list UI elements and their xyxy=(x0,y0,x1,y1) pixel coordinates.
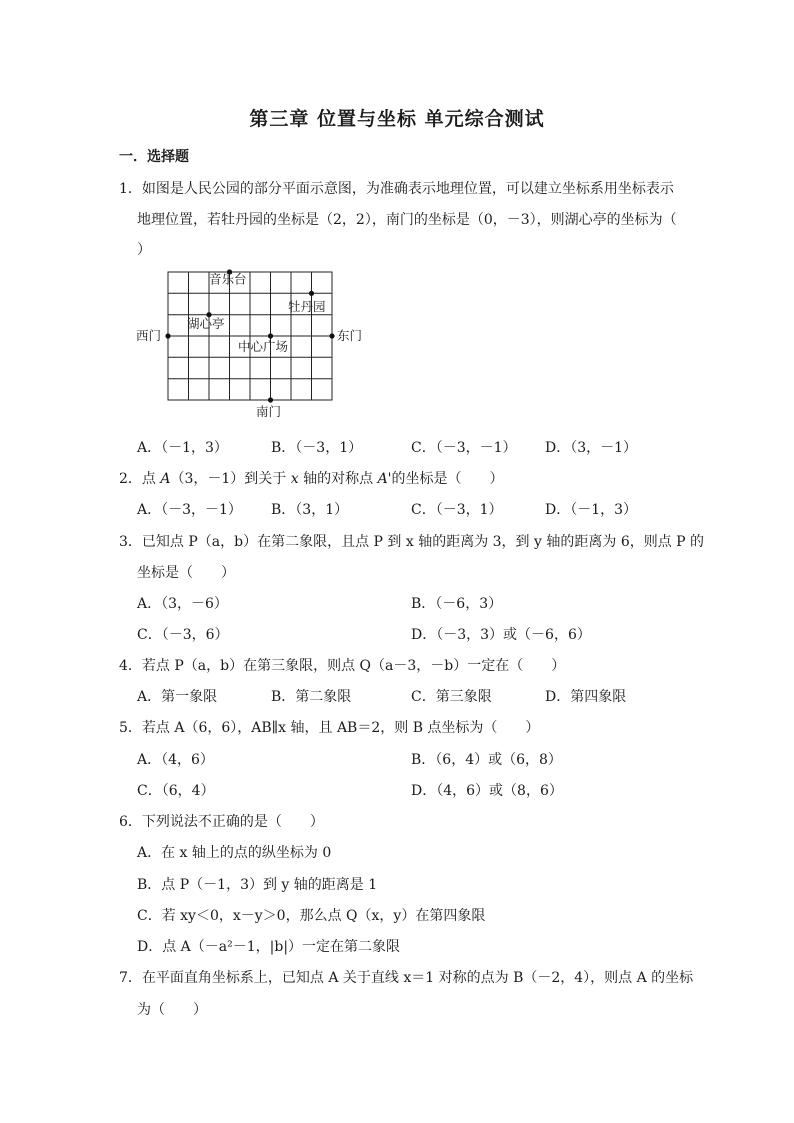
question-3-option-d: D．（－3，3）或（－6，6） xyxy=(411,627,591,643)
question-1-line-1: 1．如图是人民公园的部分平面示意图，为准确表示地理位置，可以建立坐标系用坐标表示 xyxy=(119,181,674,197)
question-4-stem: 4．若点 P（a，b）在第三象限，则点 Q（a－3，－b）一定在（ ） xyxy=(119,658,566,674)
question-4-option-c: C．第三象限 xyxy=(411,689,492,705)
question-1-option-b: B．（－3，1） xyxy=(271,440,363,456)
question-5-option-d: D．（4，6）或（8，6） xyxy=(411,783,563,799)
lake-pavilion-label: 湖心亭 xyxy=(187,316,225,331)
question-5-option-b: B．（6，4）或（6，8） xyxy=(411,752,562,768)
question-2-option-c: C．（－3，1） xyxy=(411,502,503,518)
park-map-figure xyxy=(135,264,375,424)
question-6-option-d: D．点 A（－a²－1，|b|）一定在第二象限 xyxy=(137,939,401,955)
question-7-line-1: 7．在平面直角坐标系上，已知点 A 关于直线 x＝1 对称的点为 B（－2，4），则点 A 的坐标 xyxy=(119,970,694,986)
peony-garden-label: 牡丹园 xyxy=(288,299,326,314)
question-4-option-d: D．第四象限 xyxy=(545,689,627,705)
west-gate-label: 西门 xyxy=(136,328,162,343)
question-6-option-b: B．点 P（－1，3）到 y 轴的距离是 1 xyxy=(137,877,378,893)
question-1-option-c: C．（－3，－1） xyxy=(411,440,517,456)
question-3-option-b: B．（－6，3） xyxy=(411,596,503,612)
question-3-option-a: A．（3，－6） xyxy=(137,596,228,612)
question-6-stem: 6．下列说法不正确的是（ ） xyxy=(119,814,324,830)
question-3-line-2: 坐标是（ ） xyxy=(137,565,235,581)
map-grid xyxy=(168,272,332,400)
east-gate-label: 东门 xyxy=(337,328,363,343)
page-title: 第三章 位置与坐标 单元综合测试 xyxy=(249,108,545,130)
question-2-stem: 2．点 A（3，－1）到关于 x 轴的对称点 A'的坐标是（ ） xyxy=(119,471,504,487)
question-2-option-b: B．（3，1） xyxy=(271,502,349,518)
center-square-label: 中心广场 xyxy=(238,339,289,354)
question-2-option-d: D．（－1，3） xyxy=(545,502,638,518)
question-4-option-a: A．第一象限 xyxy=(137,689,218,705)
south-gate-point xyxy=(268,397,273,402)
question-5-option-a: A．（4，6） xyxy=(137,752,214,768)
question-7-line-2: 为（ ） xyxy=(137,1002,207,1018)
question-6-option-c: C．若 xy＜0，x－y＞0，那么点 Q（x，y）在第四象限 xyxy=(137,908,486,924)
question-1-line-3: ） xyxy=(137,242,151,258)
question-3-option-c: C．（－3，6） xyxy=(137,627,229,643)
south-gate-label: 南门 xyxy=(256,404,282,419)
center-square-point xyxy=(268,333,273,338)
question-5-option-c: C．（6，4） xyxy=(137,783,215,799)
question-1-line-2: 地理位置，若牡丹园的坐标是（2，2），南门的坐标是（0，－3），则湖心亭的坐标为（ xyxy=(137,212,677,228)
music-stage-label: 音乐台 xyxy=(209,271,247,287)
question-4-option-b: B．第二象限 xyxy=(271,689,352,705)
question-5-stem: 5．若点 A（6，6），AB∥x 轴，且 AB＝2，则 B 点坐标为（ ） xyxy=(119,720,540,736)
question-2-option-a: A．（－3，－1） xyxy=(137,502,242,518)
peony-garden-point xyxy=(309,291,314,296)
question-6-option-a: A．在 x 轴上的点的纵坐标为 0 xyxy=(137,845,332,861)
west-gate-point xyxy=(165,333,170,338)
question-1-option-a: A．（－1，3） xyxy=(137,440,228,456)
east-gate-point xyxy=(329,333,334,338)
section-heading: 一．选择题 xyxy=(119,149,189,165)
question-1-option-d: D．（3，－1） xyxy=(545,440,638,456)
question-3-line-1: 3．已知点 P（a，b）在第二象限，且点 P 到 x 轴的距离为 3，到 y 轴的距离为 6，则点 P 的 xyxy=(119,534,705,550)
